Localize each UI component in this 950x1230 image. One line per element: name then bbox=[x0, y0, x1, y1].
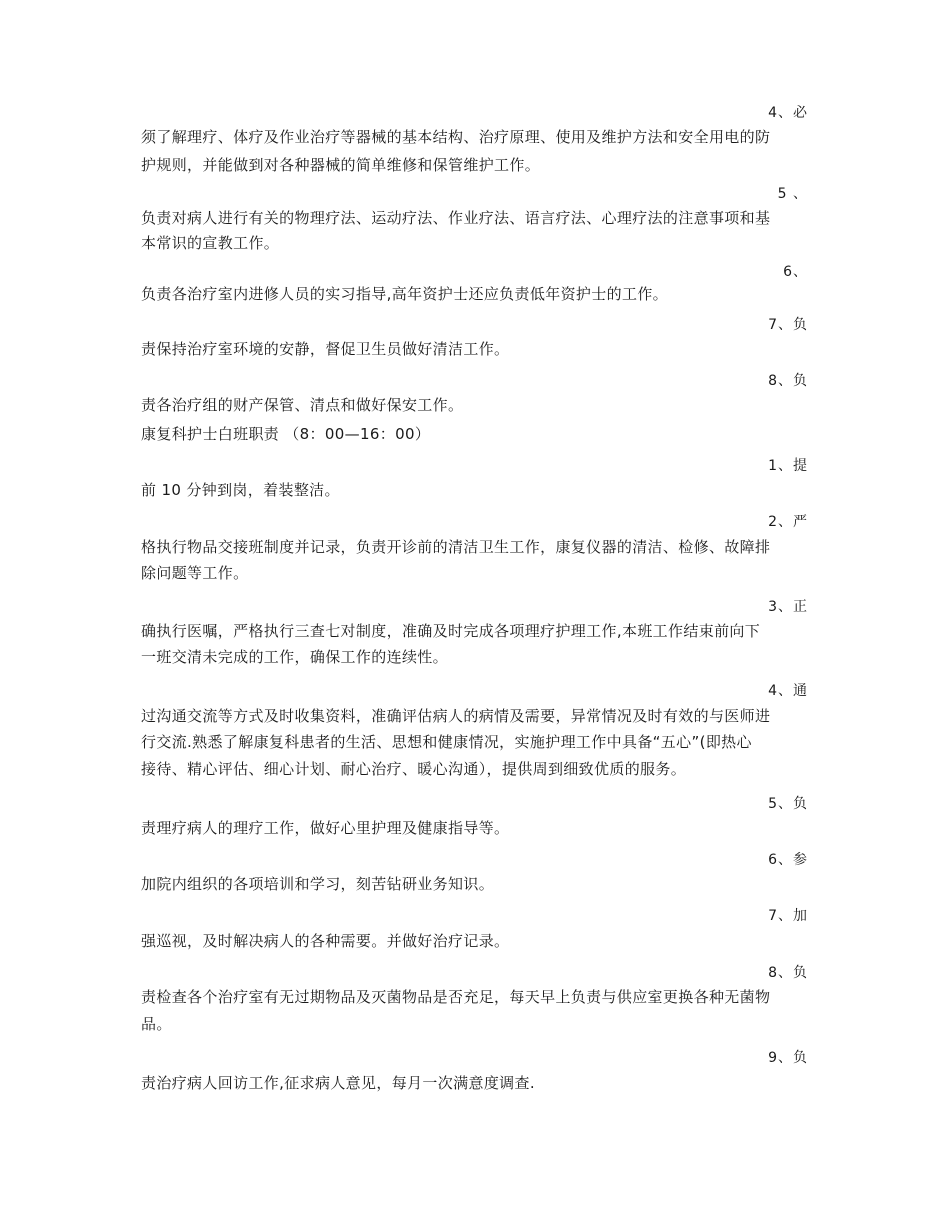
list-item-marker: 4、必 bbox=[768, 105, 808, 121]
paragraph-line: 强巡视，及时解决病人的各种需要。并做好治疗记录。 bbox=[141, 932, 510, 950]
list-item-marker: 4、通 bbox=[768, 683, 808, 699]
list-item-marker: 6、参 bbox=[768, 852, 808, 868]
list-item-marker: 5、负 bbox=[768, 796, 808, 812]
paragraph-line: 接待、精心评估、细心计划、耐心治疗、暖心沟通），提供周到细致优质的服务。 bbox=[141, 760, 687, 778]
list-item-marker: 3、正 bbox=[768, 599, 808, 615]
paragraph-line: 责保持治疗室环境的安静，督促卫生员做好清洁工作。 bbox=[141, 340, 510, 358]
list-item-marker: 6、 bbox=[783, 264, 808, 280]
list-item-marker: 1、提 bbox=[768, 458, 808, 474]
paragraph-line: 护规则，并能做到对各种器械的简单维修和保管维护工作。 bbox=[141, 156, 541, 174]
list-item-marker: 8、负 bbox=[768, 965, 808, 981]
list-item-marker: 2、严 bbox=[768, 514, 808, 530]
paragraph-line: 责检查各个治疗室有无过期物品及灭菌物品是否充足，每天早上负责与供应室更换各种无菌物 bbox=[141, 988, 771, 1006]
paragraph-line: 格执行物品交接班制度并记录，负责开诊前的清洁卫生工作，康复仪器的清洁、检修、故障排 bbox=[141, 538, 771, 556]
list-item-marker: 7、加 bbox=[768, 908, 808, 924]
paragraph-line: 负责对病人进行有关的物理疗法、运动疗法、作业疗法、语言疗法、心理疗法的注意事项和基 bbox=[141, 209, 771, 227]
paragraph-line: 本常识的宣教工作。 bbox=[141, 234, 280, 252]
paragraph-line: 品。 bbox=[141, 1015, 172, 1033]
paragraph-line: 责治疗病人回访工作,征求病人意见，每月一次满意度调查. bbox=[141, 1074, 535, 1092]
paragraph-line: 除问题等工作。 bbox=[141, 564, 249, 582]
list-item-marker: 9、负 bbox=[768, 1050, 808, 1066]
paragraph-line: 须了解理疗、体疗及作业治疗等器械的基本结构、治疗原理、使用及维护方法和安全用电的防 bbox=[141, 128, 771, 146]
paragraph-line: 责各治疗组的财产保管、清点和做好保安工作。 bbox=[141, 396, 464, 414]
paragraph-line: 负责各治疗室内进修人员的实习指导,高年资护士还应负责低年资护士的工作。 bbox=[141, 285, 669, 303]
list-item-marker: 8、负 bbox=[768, 373, 808, 389]
paragraph-line: 行交流.熟悉了解康复科患者的生活、思想和健康情况，实施护理工作中具备“五心”(即热心 bbox=[141, 733, 752, 751]
paragraph-line: 加院内组织的各项培训和学习，刻苦钻研业务知识。 bbox=[141, 875, 495, 893]
paragraph-line: 过沟通交流等方式及时收集资料，准确评估病人的病情及需要，异常情况及时有效的与医师进 bbox=[141, 707, 771, 725]
paragraph-line: 确执行医嘱，严格执行三查七对制度，准确及时完成各项理疗护理工作,本班工作结束前向下 bbox=[141, 622, 761, 640]
list-item-marker: 5 、 bbox=[777, 186, 808, 202]
section-title: 康复科护士白班职责 （8：00—16：00） bbox=[141, 425, 431, 443]
paragraph-line: 责理疗病人的理疗工作，做好心里护理及健康指导等。 bbox=[141, 819, 510, 837]
list-item-marker: 7、负 bbox=[768, 317, 808, 333]
paragraph-line: 一班交清未完成的工作，确保工作的连续性。 bbox=[141, 648, 449, 666]
paragraph-line: 前 10 分钟到岗，着装整洁。 bbox=[141, 481, 340, 499]
